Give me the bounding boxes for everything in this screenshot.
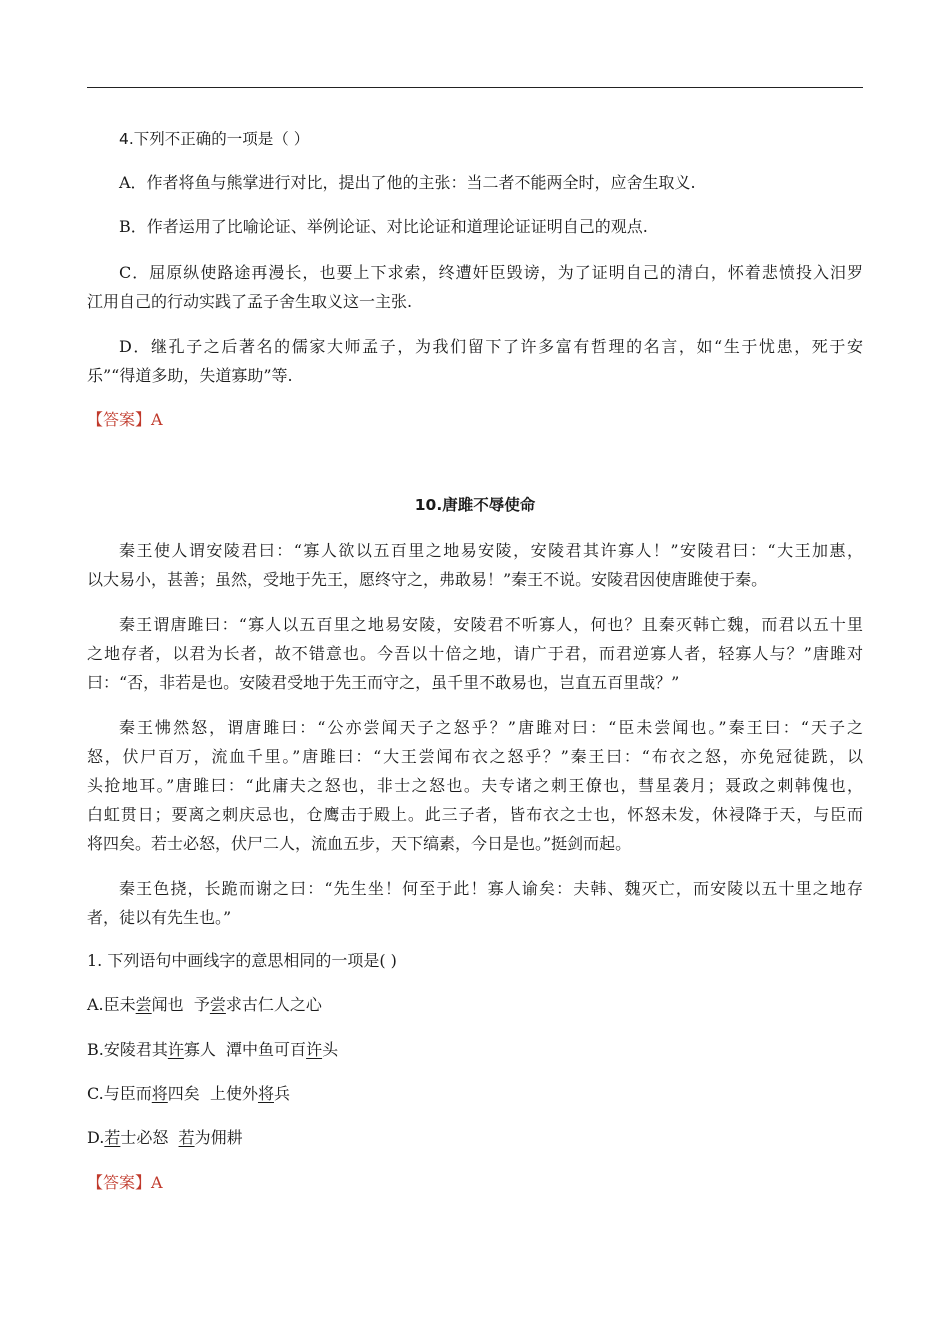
- q4-answer: 【答案】A: [87, 410, 163, 429]
- q4-option-d-line1: D．继孔子之后著名的儒家大师孟子，为我们留下了许多富有哲理的名言，如“生于忧患，死于安: [119, 337, 863, 356]
- passage-p3-line2: 怒，伏尸百万，流血千里。”唐雎曰：“大王尝闻布衣之怒乎？”秦王曰：“布衣之怒，亦免冠徒跣，以: [87, 747, 863, 766]
- q4-option-d-line2: 乐”“得道多助，失道寡助”等.: [87, 366, 293, 385]
- q1-option-d-underlined-2: 若: [178, 1128, 195, 1147]
- q1-option-c: [87, 1084, 290, 1104]
- q1-stem: 1. 下列语句中画线字的意思相同的一项是( ): [87, 951, 397, 970]
- passage-p2-line3: 曰：“否，非若是也。安陵君受地于先王而守之，虽千里不敢易也，岂直五百里哉？”: [87, 673, 680, 692]
- q4-stem: 4.下列不正确的一项是（ ）: [119, 130, 310, 148]
- q1-option-c-underlined-1: 将: [151, 1084, 168, 1103]
- q1-option-c-underlined-2: 将: [257, 1084, 274, 1103]
- q1-option-d-underlined-1: 若: [104, 1128, 121, 1147]
- q1-option-c-pre: C.与臣而: [87, 1084, 152, 1103]
- q1-option-a-mid: 闻也 予: [151, 995, 210, 1014]
- q1-option-d: [87, 1128, 243, 1148]
- passage-p4-line1: 秦王色挠，长跪而谢之曰：“先生坐！何至于此！寡人谕矣：夫韩、魏灭亡，而安陵以五十里之地存: [119, 879, 863, 898]
- passage-p3-line3: 头抢地耳。”唐雎曰：“此庸夫之怒也，非士之怒也。夫专诸之刺王僚也，彗星袭月；聂政之刺韩傀也，: [87, 776, 863, 795]
- q1-option-a-post: 求古仁人之心: [225, 995, 322, 1014]
- q1-option-b-pre: B.安陵君其: [87, 1040, 168, 1059]
- q1-option-d-mid: 士必怒: [120, 1128, 179, 1147]
- passage-title: 10.唐雎不辱使命: [414, 496, 536, 514]
- q1-option-b-mid: 寡人 潭中鱼可百: [183, 1040, 307, 1059]
- q1-answer: 【答案】A: [87, 1173, 163, 1192]
- passage-p4-line2: 者，徒以有先生也。”: [87, 908, 232, 927]
- q1-option-b-underlined-1: 许: [167, 1040, 184, 1059]
- q1-option-a-underlined-1: 尝: [135, 995, 152, 1014]
- passage-p3-line1: 秦王怫然怒，谓唐雎曰：“公亦尝闻天子之怒乎？”唐雎对曰：“臣未尝闻也。”秦王曰：“天子之: [119, 718, 863, 737]
- passage-p3-line4: 白虹贯日；要离之刺庆忌也，仓鹰击于殿上。此三子者，皆布衣之士也，怀怒未发，休祲降于天，与臣而: [87, 805, 863, 824]
- q4-option-c-line2: 江用自己的行动实践了孟子舍生取义这一主张.: [87, 292, 413, 311]
- header-rule: [87, 87, 863, 88]
- passage-p2-line2: 之地存者，以君为长者，故不错意也。今吾以十倍之地，请广于君，而君逆寡人者，轻寡人与？”唐雎对: [87, 644, 863, 663]
- q1-option-b-post: 头: [322, 1040, 339, 1059]
- passage-p3-line5: 将四矣。若士必怒，伏尸二人，流血五步，天下缟素，今日是也。”挺剑而起。: [87, 834, 632, 853]
- passage-p1-line1: 秦王使人谓安陵君曰：“寡人欲以五百里之地易安陵，安陵君其许寡人！”安陵君曰：“大王加惠，: [119, 541, 863, 560]
- q4-option-a: A．作者将鱼与熊掌进行对比，提出了他的主张：当二者不能两全时，应舍生取义.: [119, 173, 696, 192]
- q1-option-b-underlined-2: 许: [306, 1040, 323, 1059]
- q1-option-a: [87, 995, 322, 1015]
- passage-p1-line2: 以大易小，甚善；虽然，受地于先王，愿终守之，弗敢易！”秦王不说。安陵君因使唐雎使于秦。: [87, 570, 768, 589]
- q1-option-a-pre: A.臣未: [87, 995, 136, 1014]
- q1-option-b: [87, 1040, 338, 1060]
- q1-option-a-underlined-2: 尝: [209, 995, 226, 1014]
- q1-option-c-mid: 四矣 上使外: [167, 1084, 258, 1103]
- q4-option-b: B．作者运用了比喻论证、举例论证、对比论证和道理论证证明自己的观点.: [119, 217, 648, 236]
- q1-option-d-pre: D.: [87, 1128, 105, 1147]
- q4-option-c-line1: C．屈原纵使路途再漫长，也要上下求索，终遭奸臣毁谤，为了证明自己的清白，怀着悲愤投入汨罗: [119, 263, 863, 282]
- passage-p2-line1: 秦王谓唐雎曰：“寡人以五百里之地易安陵，安陵君不听寡人，何也？且秦灭韩亡魏，而君以五十里: [119, 615, 863, 634]
- q1-option-d-post: 为佣耕: [194, 1128, 243, 1147]
- q1-option-c-post: 兵: [273, 1084, 290, 1103]
